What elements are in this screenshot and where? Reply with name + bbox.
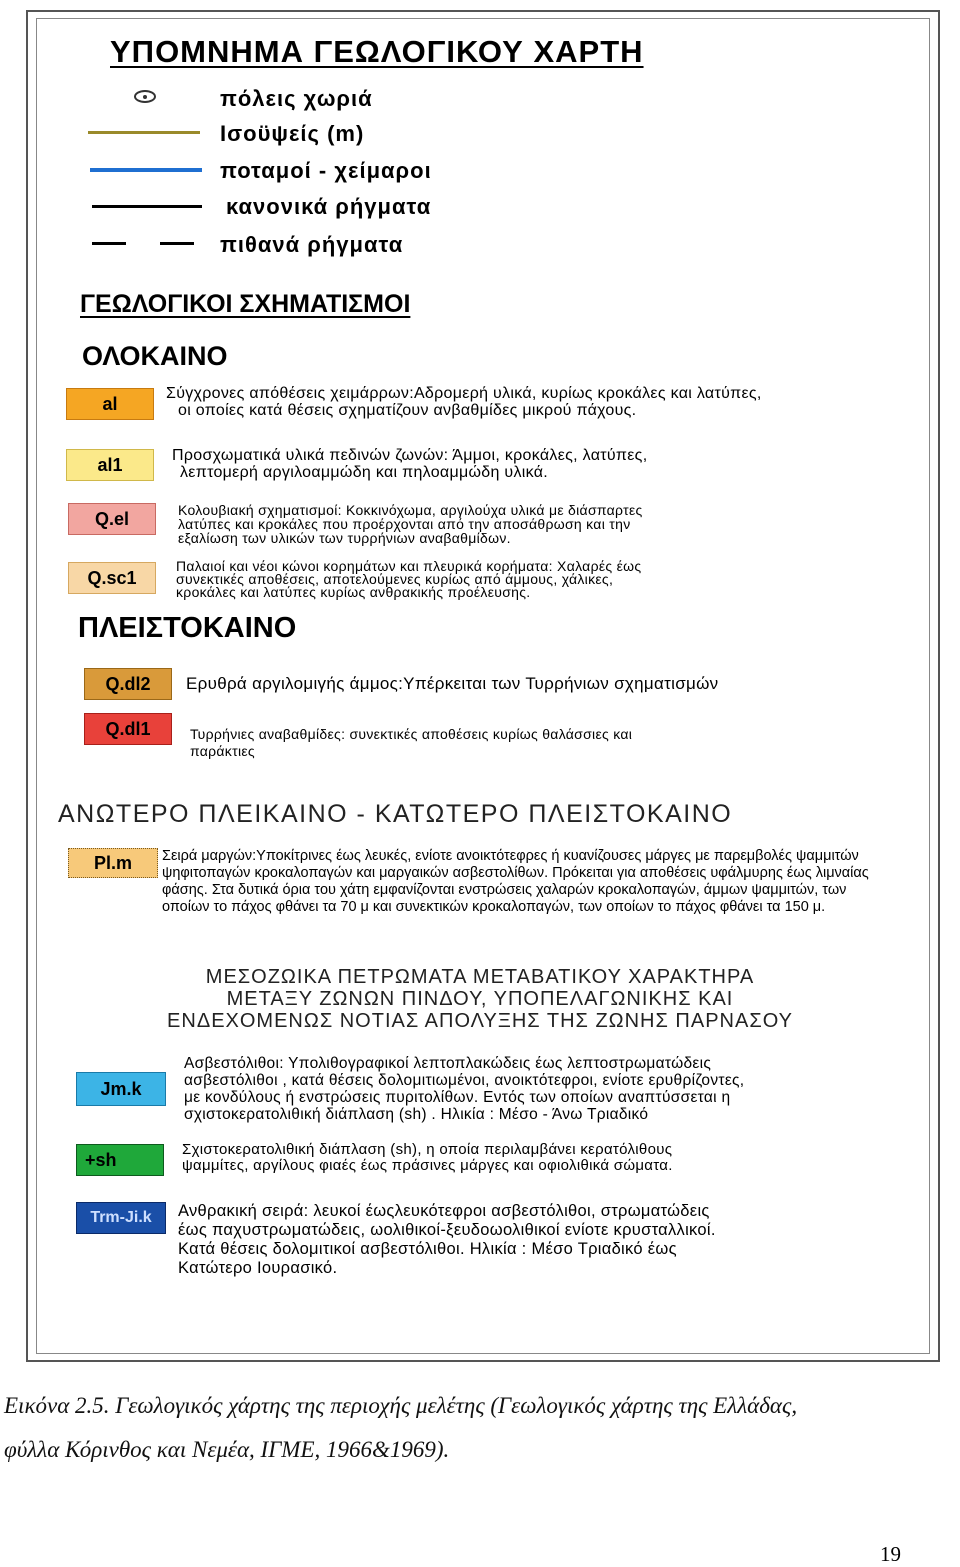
mesozoic-heading	[60, 966, 900, 1032]
probable-fault-dash-1	[92, 242, 126, 245]
legend-title: ΥΠΟΜΝΗΜΑ ΓΕΩΛΟΓΙΚΟΥ ΧΑΡΤΗ	[110, 34, 644, 69]
plio-pleistocene-heading: ΑΝΩΤΕΡΟ ΠΛΕΙΚΑΙΝΟ - ΚΑΤΩΤΕΡΟ ΠΛΕΙΣΤΟΚΑΙΝΟ	[58, 800, 733, 828]
unit-box-sh	[76, 1144, 164, 1176]
unit-description-qsc1	[176, 560, 641, 599]
unit-description-plm	[162, 848, 869, 916]
description-line: Ανθρακική σειρά: λευκοί έωςλευκότεφροι ασβεστόλιθοι, στρωματώδεις	[178, 1202, 710, 1220]
caption-line: Εικόνα 2.5. Γεωλογικός χάρτης της περιοχής μελέτης (Γεωλογικός χάρτης της Ελλάδας,	[4, 1393, 798, 1418]
description-line: οι οποίες κατά θέσεις σχηματίζουν ανβαθμίδες μικρού πάχους.	[178, 402, 637, 419]
description-line: Σειρά μαργών:Υποκίτρινες έως λευκές, ενίοτε ανοικτότεφρες ή κυανίζουσες μάργες με παρεμβολές ψαμμιτών	[162, 848, 859, 864]
unit-description-sh	[182, 1142, 673, 1174]
description-line: έως παχυστρωματώδεις, ωολιθικοί-ξευδοωολιθικοί ενίοτε κρυσταλλικοί.	[178, 1221, 716, 1239]
unit-description-jmk	[184, 1055, 744, 1123]
unit-box-qel	[68, 503, 156, 535]
caption-line: φύλλα Κόρινθος και Νεμέα, ΙΓΜΕ, 1966&1969).	[4, 1437, 450, 1462]
unit-code: Trm-Ji.k	[90, 1209, 152, 1226]
unit-description-trmjik	[178, 1202, 716, 1278]
holocene-heading: ΟΛΟΚΑΙΝΟ	[82, 341, 228, 371]
unit-description-al1	[172, 447, 647, 481]
unit-box-qdl1	[84, 713, 172, 745]
unit-code: Q.dl2	[105, 673, 151, 694]
heading-line: ΕΝΔΕΧΟΜΕΝΩΣ ΝΟΤΙΑΣ ΑΠΟΛΥΞΗΣ ΤΗΣ ΖΩΝΗΣ ΠΑΡΝΑΣΟΥ	[167, 1010, 793, 1032]
description-line: οποίων το πάχος φθάνει τα 70 μ και συνεκτικών κροκαλοπαγών, των οποίων το πάχος φθάνει τα 150 μ.	[162, 899, 826, 915]
description-line: συνεκτικές αποθέσεις, αποτελούμενες κυρίως από άμμους, χάλικες,	[176, 571, 614, 587]
description-line: Σχιστοκερατολιθική διάπλαση (sh), η οποία περιλαμβάνει κερατόλιθους	[182, 1141, 673, 1158]
river-line-icon	[90, 168, 202, 172]
unit-code: Q.sc1	[87, 567, 137, 588]
legend-label-probable-faults: πιθανά ρήγματα	[220, 232, 404, 257]
unit-description-al	[166, 385, 762, 419]
legend-label-villages: πόλεις χωριά	[220, 86, 373, 111]
unit-code: Pl.m	[93, 852, 132, 873]
description-line: Ερυθρά αργιλομιγής άμμος:Υπέρκειται των Τυρρήνιων σχηματισμών	[186, 674, 719, 693]
figure-caption	[4, 1384, 954, 1472]
unit-code: al1	[97, 454, 123, 475]
unit-box-qdl2	[84, 668, 172, 700]
legend-label-contours: Ισοϋψείς (m)	[220, 121, 365, 146]
description-line: Παλαιοί και νέοι κώνοι κορημάτων και πλευρικά κορήματα: Χαλαρές έως	[176, 558, 642, 574]
description-line: λατύπες και κροκάλες που προέρχονται από την αποσάθρωση και την	[178, 516, 631, 532]
unit-box-al	[66, 388, 154, 420]
description-line: ασβεστόλιθοι , κατά θέσεις δολομιτιωμένοι, ανοικτότεφροι, ενίοτε ερυθρίζοντες,	[184, 1072, 745, 1089]
unit-description-qdl1	[190, 726, 632, 760]
unit-code: Jm.k	[100, 1078, 142, 1099]
unit-box-plm	[68, 848, 158, 878]
description-line: σχιστοκερατολιθική διάπλαση (sh) . Ηλικία : Μέσο - Άνω Τριαδικό	[184, 1106, 649, 1123]
unit-box-qsc1	[68, 562, 156, 594]
description-line: Κολουβιακή σχηματισμοί: Κοκκινόχωμα, αργιλούχα υλικά με διάσπαρτες	[178, 502, 643, 518]
description-line: παράκτιες	[190, 743, 255, 759]
unit-description-qel	[178, 503, 643, 545]
village-icon	[134, 90, 156, 103]
unit-code: Q.dl1	[105, 718, 151, 739]
normal-fault-line-icon	[92, 205, 202, 208]
pleistocene-heading: ΠΛΕΙΣΤΟΚΑΙΝΟ	[78, 612, 297, 644]
description-line: Προσχωματικά υλικά πεδινών ζωνών: Άμμοι, κροκάλες, λατύπες,	[172, 447, 648, 464]
description-line: λεπτομερή αργιλοαμμώδη και πηλοαμμώδη υλικά.	[180, 464, 549, 481]
description-line: Ασβεστόλιθοι: Υπολιθογραφικοί λεπτοπλακώδεις έως λεπτοστρωματώδεις	[184, 1055, 712, 1072]
description-line: κροκάλες και λατύπες κυρίως ανθρακικής προέλευσης.	[176, 584, 531, 600]
description-line: ψαμμίτες, αργίλους φιαές έως πράσινες μάργες και οφιολιθικά σώματα.	[182, 1157, 673, 1174]
unit-box-al1	[66, 449, 154, 481]
description-line: Κατώτερο Ιουρασικό.	[178, 1259, 338, 1277]
formations-heading: ΓΕΩΛΟΓΙΚΟΙ ΣΧΗΜΑΤΙΣΜΟΙ	[80, 290, 411, 318]
unit-code: +sh	[85, 1149, 117, 1170]
description-line: με κονδύλους ή ενστρώσεις πυριτολίθων. Εντός των οποίων αναπτύσσεται η	[184, 1089, 731, 1106]
heading-line: ΜΕΣΟΖΩΙΚΑ ΠΕΤΡΩΜΑΤΑ ΜΕΤΑΒΑΤΙΚΟΥ ΧΑΡΑΚΤΗΡΑ	[205, 966, 755, 988]
legend-label-rivers: ποταμοί - χείμαροι	[220, 158, 432, 183]
contour-line-icon	[88, 131, 200, 134]
probable-fault-dash-2	[160, 242, 194, 245]
unit-code: al	[102, 393, 118, 414]
unit-box-jmk	[76, 1072, 166, 1106]
legend-label-normal-faults: κανονικά ρήγματα	[226, 194, 432, 219]
description-line: Κατά θέσεις δολομιτικοί ασβεστόλιθοι. Ηλικία : Μέσο Τριαδικό έως	[178, 1240, 677, 1258]
unit-description-qdl2	[186, 675, 718, 692]
description-line: εξαλίωση των υλικών των τυρρήνιων αναβαθμίδων.	[178, 530, 511, 546]
description-line: Τυρρήνιες αναβαθμίδες: συνεκτικές αποθέσεις κυρίως θαλάσσιες και	[190, 726, 633, 742]
description-line: ψηφιτοπαγών κροκαλοπαγών και μαργαικών ασβεστολίθων. Πρόκειται για αποθέσεις υφάλμυρης έως λιμναίας	[162, 865, 869, 881]
unit-box-trmjik	[76, 1202, 166, 1234]
heading-line: ΜΕΤΑΞΥ ΖΩΝΩΝ ΠΙΝΔΟΥ, ΥΠΟΠΕΛΑΓΩΝΙΚΗΣ ΚΑΙ	[226, 988, 734, 1010]
unit-code: Q.el	[94, 508, 129, 529]
page-number: 19	[880, 1542, 901, 1566]
description-line: Σύγχρονες απόθέσεις χειμάρρων:Αδρομερή υλικά, κυρίως κροκάλες και λατύπες,	[166, 385, 762, 402]
description-line: φάσης. Στα δυτικά όρια του χάτη εμφανίζονται ενστρώσεις χαλαρών κροκαλοπαγών, άμμων ψαμμιτών, των	[162, 882, 847, 898]
